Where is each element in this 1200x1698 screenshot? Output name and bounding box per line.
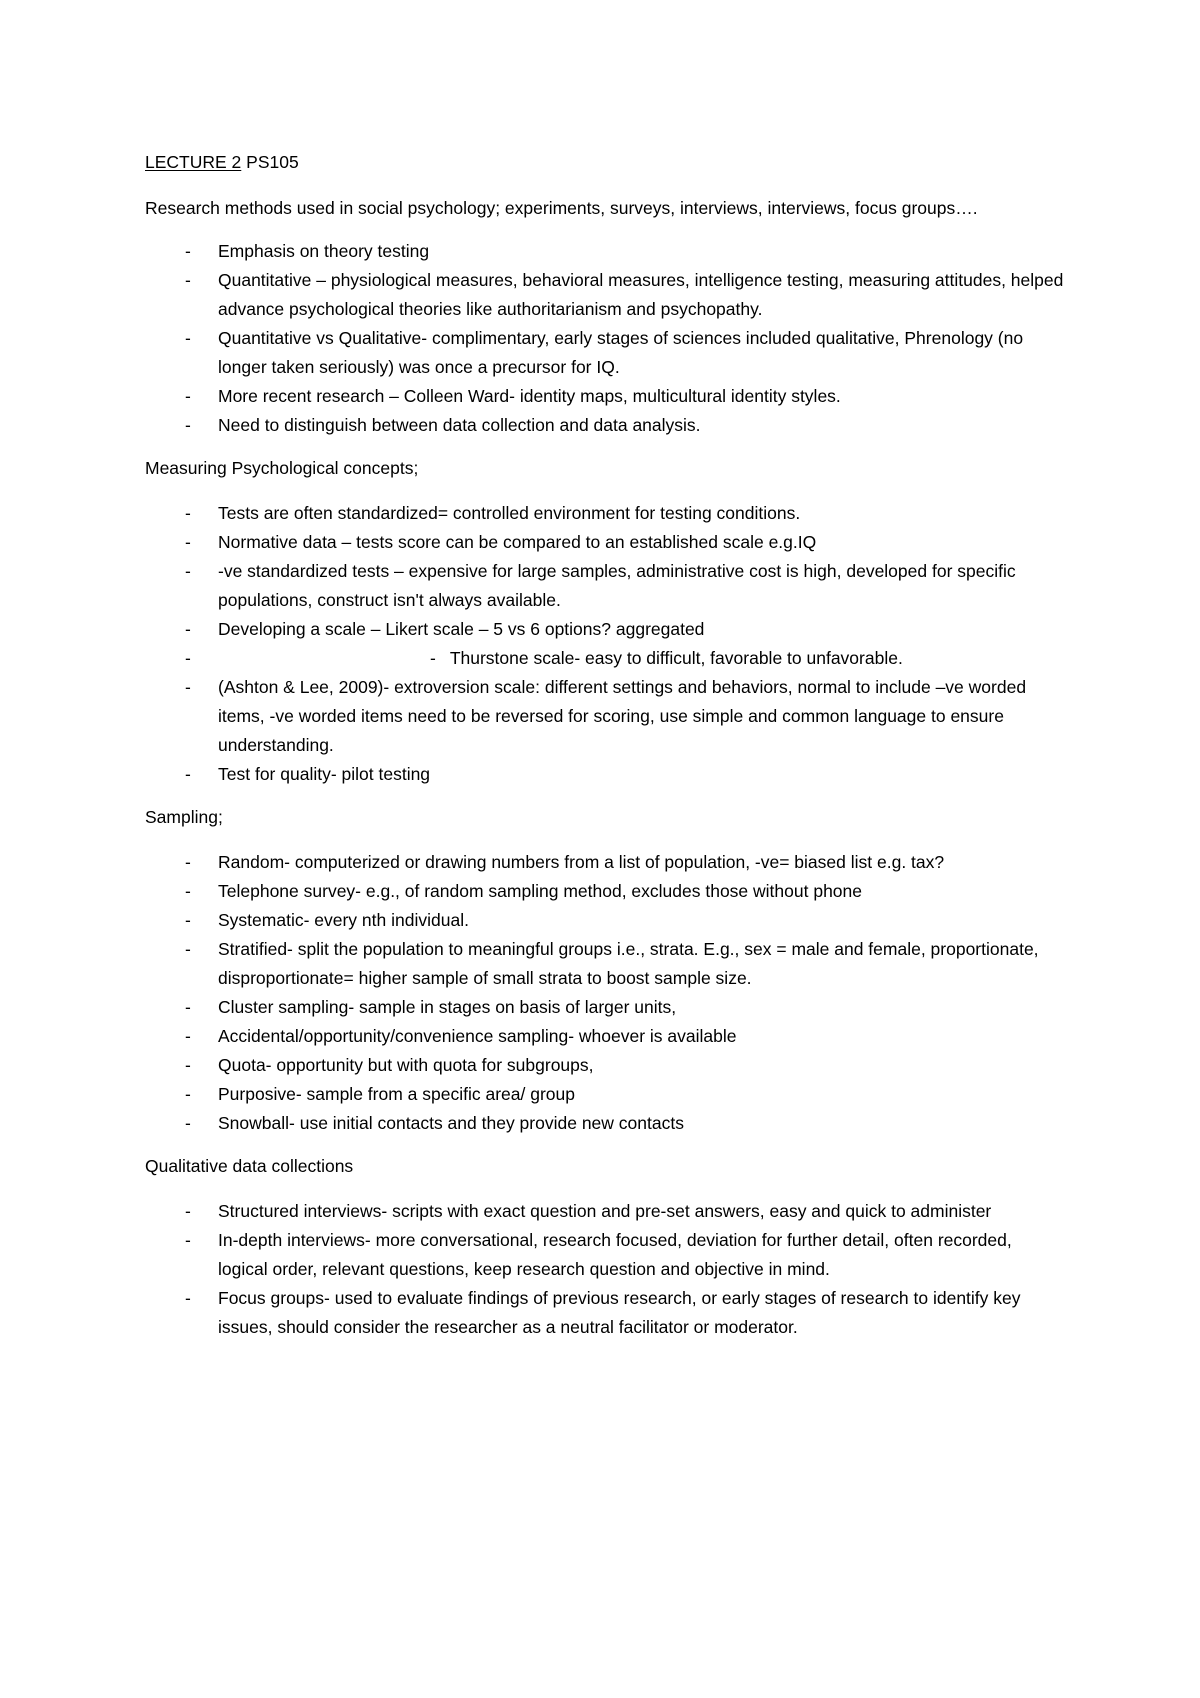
list-item: - Snowball- use initial contacts and they provide new contacts <box>145 1109 1065 1138</box>
heading-qualitative: Qualitative data collections <box>145 1156 354 1176</box>
bullet-dash: - <box>185 852 191 872</box>
list-item: - Systematic- every nth individual. <box>145 906 1065 935</box>
heading-sampling: Sampling; <box>145 807 223 827</box>
sampling-list <box>145 848 1065 1138</box>
list-item: - Telephone survey- e.g., of random sampling method, excludes those without phone <box>145 877 1065 906</box>
list-item: - More recent research – Colleen Ward- identity maps, multicultural identity styles. <box>145 382 1065 411</box>
document-body <box>145 148 1065 1356</box>
list-item-nested: - - Thurstone scale- easy to difficult, favorable to unfavorable. <box>145 644 1065 673</box>
list-item: - Accidental/opportunity/convenience sampling- whoever is available <box>145 1022 1065 1051</box>
bullet-dash: - <box>185 241 191 261</box>
bullet-dash: - <box>185 648 191 668</box>
research-methods-list <box>145 237 1065 440</box>
list-item: - Stratified- split the population to meaningful groups i.e., strata. E.g., sex = male and female, proportionate, disproportionate= higher sample of small strata to boost sample size. <box>145 935 1065 993</box>
bullet-dash: - <box>185 415 191 435</box>
heading-measuring: Measuring Psychological concepts; <box>145 458 419 478</box>
bullet-dash: - <box>185 1055 191 1075</box>
bullet-dash: - <box>185 1288 191 1308</box>
list-item: - Cluster sampling- sample in stages on basis of larger units, <box>145 993 1065 1022</box>
list-item: - In-depth interviews- more conversational, research focused, deviation for further detail, often recorded, logical order, relevant questions, keep research question and objective in mind. <box>145 1226 1065 1284</box>
bullet-dash: - <box>185 881 191 901</box>
list-item: - (Ashton & Lee, 2009)- extroversion scale: different settings and behaviors, normal to include –ve worded items, -ve worded items need to be reversed for scoring, use simple and common language to ensure understanding. <box>145 673 1065 760</box>
bullet-dash: - <box>185 764 191 784</box>
bullet-dash: - <box>185 1113 191 1133</box>
bullet-dash: - <box>185 532 191 552</box>
bullet-dash: - <box>185 1026 191 1046</box>
bullet-dash: - <box>185 386 191 406</box>
list-item: - Quota- opportunity but with quota for subgroups, <box>145 1051 1065 1080</box>
bullet-dash: - <box>185 503 191 523</box>
title-lecture: LECTURE 2 <box>145 152 242 172</box>
list-item: - Quantitative vs Qualitative- complimentary, early stages of sciences included qualitative, Phrenology (no longer taken seriously) was once a precursor for IQ. <box>145 324 1065 382</box>
list-item: - Normative data – tests score can be compared to an established scale e.g.IQ <box>145 528 1065 557</box>
bullet-dash: - <box>185 328 191 348</box>
list-item: - Focus groups- used to evaluate findings of previous research, or early stages of research to identify key issues, should consider the researcher as a neutral facilitator or moderator. <box>145 1284 1065 1342</box>
bullet-dash: - <box>185 561 191 581</box>
list-item: - Need to distinguish between data collection and data analysis. <box>145 411 1065 440</box>
title-course-code: PS105 <box>241 152 299 172</box>
bullet-dash: - <box>185 270 191 290</box>
bullet-dash: - <box>185 939 191 959</box>
intro-paragraph: Research methods used in social psychology; experiments, surveys, interviews, interviews, focus groups…. <box>145 198 978 218</box>
list-item: - -ve standardized tests – expensive for large samples, administrative cost is high, developed for specific populations, construct isn't always available. <box>145 557 1065 615</box>
list-item: - Quantitative – physiological measures, behavioral measures, intelligence testing, measuring attitudes, helped advance psychological theories like authoritarianism and psychopathy. <box>145 266 1065 324</box>
bullet-dash: - <box>185 910 191 930</box>
list-item: - Random- computerized or drawing numbers from a list of population, -ve= biased list e.g. tax? <box>145 848 1065 877</box>
measuring-list <box>145 499 1065 789</box>
bullet-dash: - <box>185 619 191 639</box>
list-item: - Emphasis on theory testing <box>145 237 1065 266</box>
qualitative-list <box>145 1197 1065 1342</box>
bullet-dash: - <box>185 1084 191 1104</box>
list-item: - Tests are often standardized= controlled environment for testing conditions. <box>145 499 1065 528</box>
list-item: - Structured interviews- scripts with exact question and pre-set answers, easy and quick to administer <box>145 1197 1065 1226</box>
bullet-dash: - <box>185 1201 191 1221</box>
bullet-dash: - <box>185 677 191 697</box>
list-item: - Purposive- sample from a specific area/ group <box>145 1080 1065 1109</box>
bullet-dash: - <box>185 997 191 1017</box>
nested-bullet-dash: - <box>430 648 436 668</box>
bullet-dash: - <box>185 1230 191 1250</box>
list-item: - Test for quality- pilot testing <box>145 760 1065 789</box>
page-title <box>145 148 1065 177</box>
list-item: - Developing a scale – Likert scale – 5 vs 6 options? aggregated <box>145 615 1065 644</box>
